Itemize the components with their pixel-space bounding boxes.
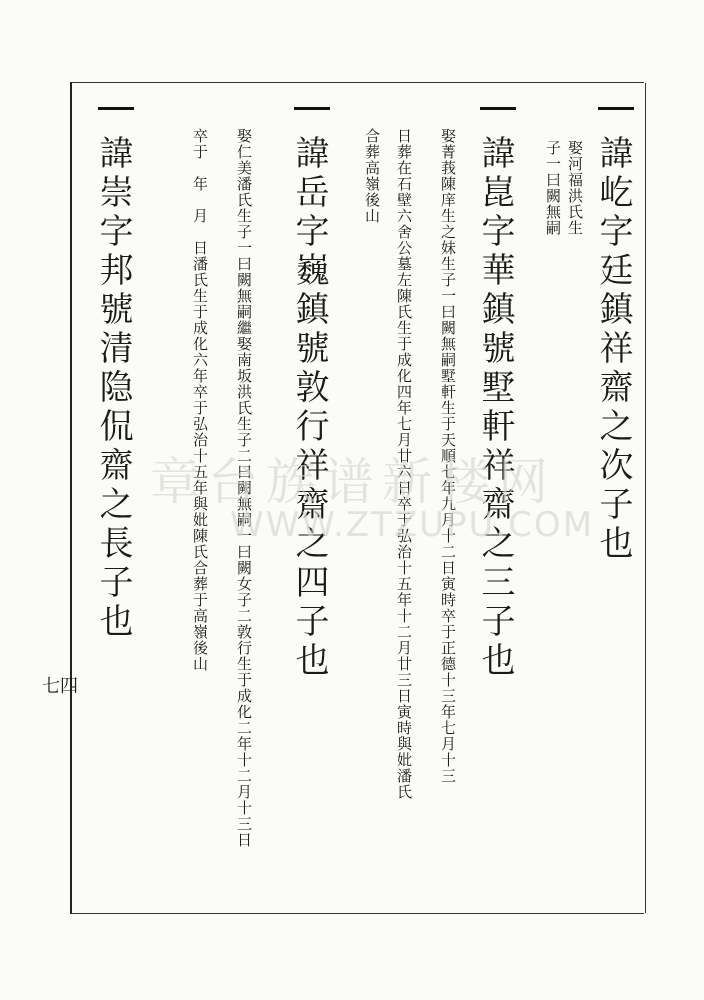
entry-3-note-1: 娶仁美潘氏生子一曰闕無嗣繼娶南坂洪氏生子二曰闕無嗣一曰闕女子二敦行生于成化二年十二月十三日 — [235, 128, 253, 848]
page-number: 七四 — [42, 676, 78, 697]
entry-1-note-1: 娶河福洪氏生 — [566, 140, 584, 236]
entry-4-mark — [98, 107, 134, 110]
watermark-text: 章台族谱新楼网 — [150, 453, 556, 511]
entry-1-note-2: 子一曰闕無嗣 — [544, 140, 562, 236]
entry-3-note-2: 卒于 年 月 日潘氏生于成化六年卒于弘治十五年與妣陳氏合葬于高嶺後山 — [191, 128, 209, 672]
entry-2-main: 諱崑字華鎮號墅軒祥齋之三子也 — [475, 135, 515, 681]
entry-2-note-1: 娶菁莪陳庠生之妹生子一曰闕無嗣墅軒生于天順七年九月十二日寅時卒于正德十三年七月十三 — [439, 128, 457, 784]
entry-2-note-2: 日葬在石壁六舍公墓左陳氏生于成化四年七月廿六日卒于弘治十五年十二月廿三日寅時與妣潘氏 — [395, 128, 413, 800]
entry-1-main: 諱屹字廷鎮祥齋之次子也 — [593, 135, 633, 564]
watermark-url: WWW.ZTZUPU.COM — [230, 505, 595, 545]
entry-3-mark — [294, 107, 330, 110]
entry-2-mark — [480, 107, 516, 110]
entry-3-main: 諱岳字巍鎮號敦行祥齋之四子也 — [289, 135, 329, 681]
entry-2-note-3: 合葬高嶺後山 — [363, 128, 381, 224]
entry-1-mark — [598, 107, 634, 110]
entry-4-main: 諱崇字邦號清隐侃齋之長子也 — [93, 135, 133, 642]
